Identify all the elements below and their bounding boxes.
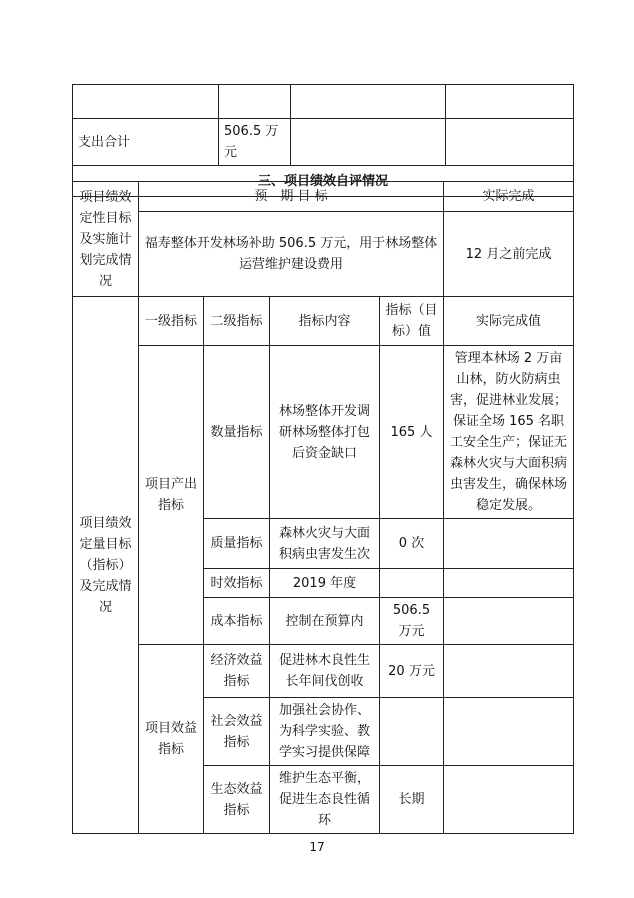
table-row [73, 346, 574, 519]
section-heading: 三、项目绩效自评情况 [73, 166, 574, 197]
qualitative-row-label: 项目绩效定性目标及实施计划完成情况 [73, 182, 139, 297]
qualitative-table [72, 181, 574, 297]
table-row [73, 645, 574, 698]
actual-header: 实际完成 [444, 182, 574, 212]
actual-cell [444, 645, 574, 698]
actual-cell [444, 698, 574, 766]
content-cell: 林场整体开发调研林场整体打包后资金缺口 [270, 346, 380, 519]
empty-cell [446, 85, 574, 119]
actual-cell [444, 598, 574, 645]
header-target: 指标（目标）值 [380, 297, 444, 346]
header-level1: 一级指标 [139, 297, 204, 346]
total-value: 506.5 万元 [219, 119, 291, 166]
target-cell [380, 569, 444, 598]
content-cell: 促进林木良性生长年间伐创收 [270, 645, 380, 698]
level2-cell: 成本指标 [204, 598, 270, 645]
level2-cell: 生态效益指标 [204, 766, 270, 834]
actual-cell [444, 766, 574, 834]
actual-cell [444, 519, 574, 569]
page-number: 17 [309, 840, 325, 854]
benefit-group-label: 项目效益指标 [139, 645, 204, 834]
actual-cell [444, 569, 574, 598]
empty-cell [219, 85, 291, 119]
actual-cell: 管理本林场 2 万亩山林，防火防病虫害，促进林业发展；保证全场 165 名职工安全生产；保证无森林火灾与大面积病虫害发生，确保林场稳定发展。 [444, 346, 574, 519]
target-cell [380, 698, 444, 766]
expected-header: 预 期 目 标 [139, 182, 444, 212]
quantitative-table [72, 296, 574, 834]
header-content: 指标内容 [270, 297, 380, 346]
level2-cell: 数量指标 [204, 346, 270, 519]
target-cell: 506.5 万元 [380, 598, 444, 645]
content-cell: 维护生态平衡，促进生态良性循环 [270, 766, 380, 834]
empty-cell [73, 85, 219, 119]
content-cell: 加强社会协作、为科学实验、教学实习提供保障 [270, 698, 380, 766]
actual-text: 12 月之前完成 [444, 212, 574, 297]
target-cell: 长期 [380, 766, 444, 834]
content-cell: 森林火灾与大面积病虫害发生次 [270, 519, 380, 569]
content-cell: 控制在预算内 [270, 598, 380, 645]
target-cell: 165 人 [380, 346, 444, 519]
empty-cell [446, 119, 574, 166]
expected-text: 福寿整体开发林场补助 506.5 万元，用于林场整体运营维护建设费用 [139, 212, 444, 297]
empty-row [73, 85, 574, 119]
header-row [73, 297, 574, 346]
level2-cell: 经济效益指标 [204, 645, 270, 698]
target-cell: 20 万元 [380, 645, 444, 698]
level2-cell: 质量指标 [204, 519, 270, 569]
total-label: 支出合计 [73, 119, 219, 166]
content-cell: 2019 年度 [270, 569, 380, 598]
target-cell: 0 次 [380, 519, 444, 569]
output-group-label: 项目产出指标 [139, 346, 204, 645]
level2-cell: 时效指标 [204, 569, 270, 598]
total-row [73, 119, 574, 166]
header-actual: 实际完成值 [444, 297, 574, 346]
empty-cell [291, 119, 446, 166]
empty-cell [291, 85, 446, 119]
quantitative-row-label: 项目绩效定量目标（指标）及完成情况 [73, 297, 139, 834]
level2-cell: 社会效益指标 [204, 698, 270, 766]
header-level2: 二级指标 [204, 297, 270, 346]
